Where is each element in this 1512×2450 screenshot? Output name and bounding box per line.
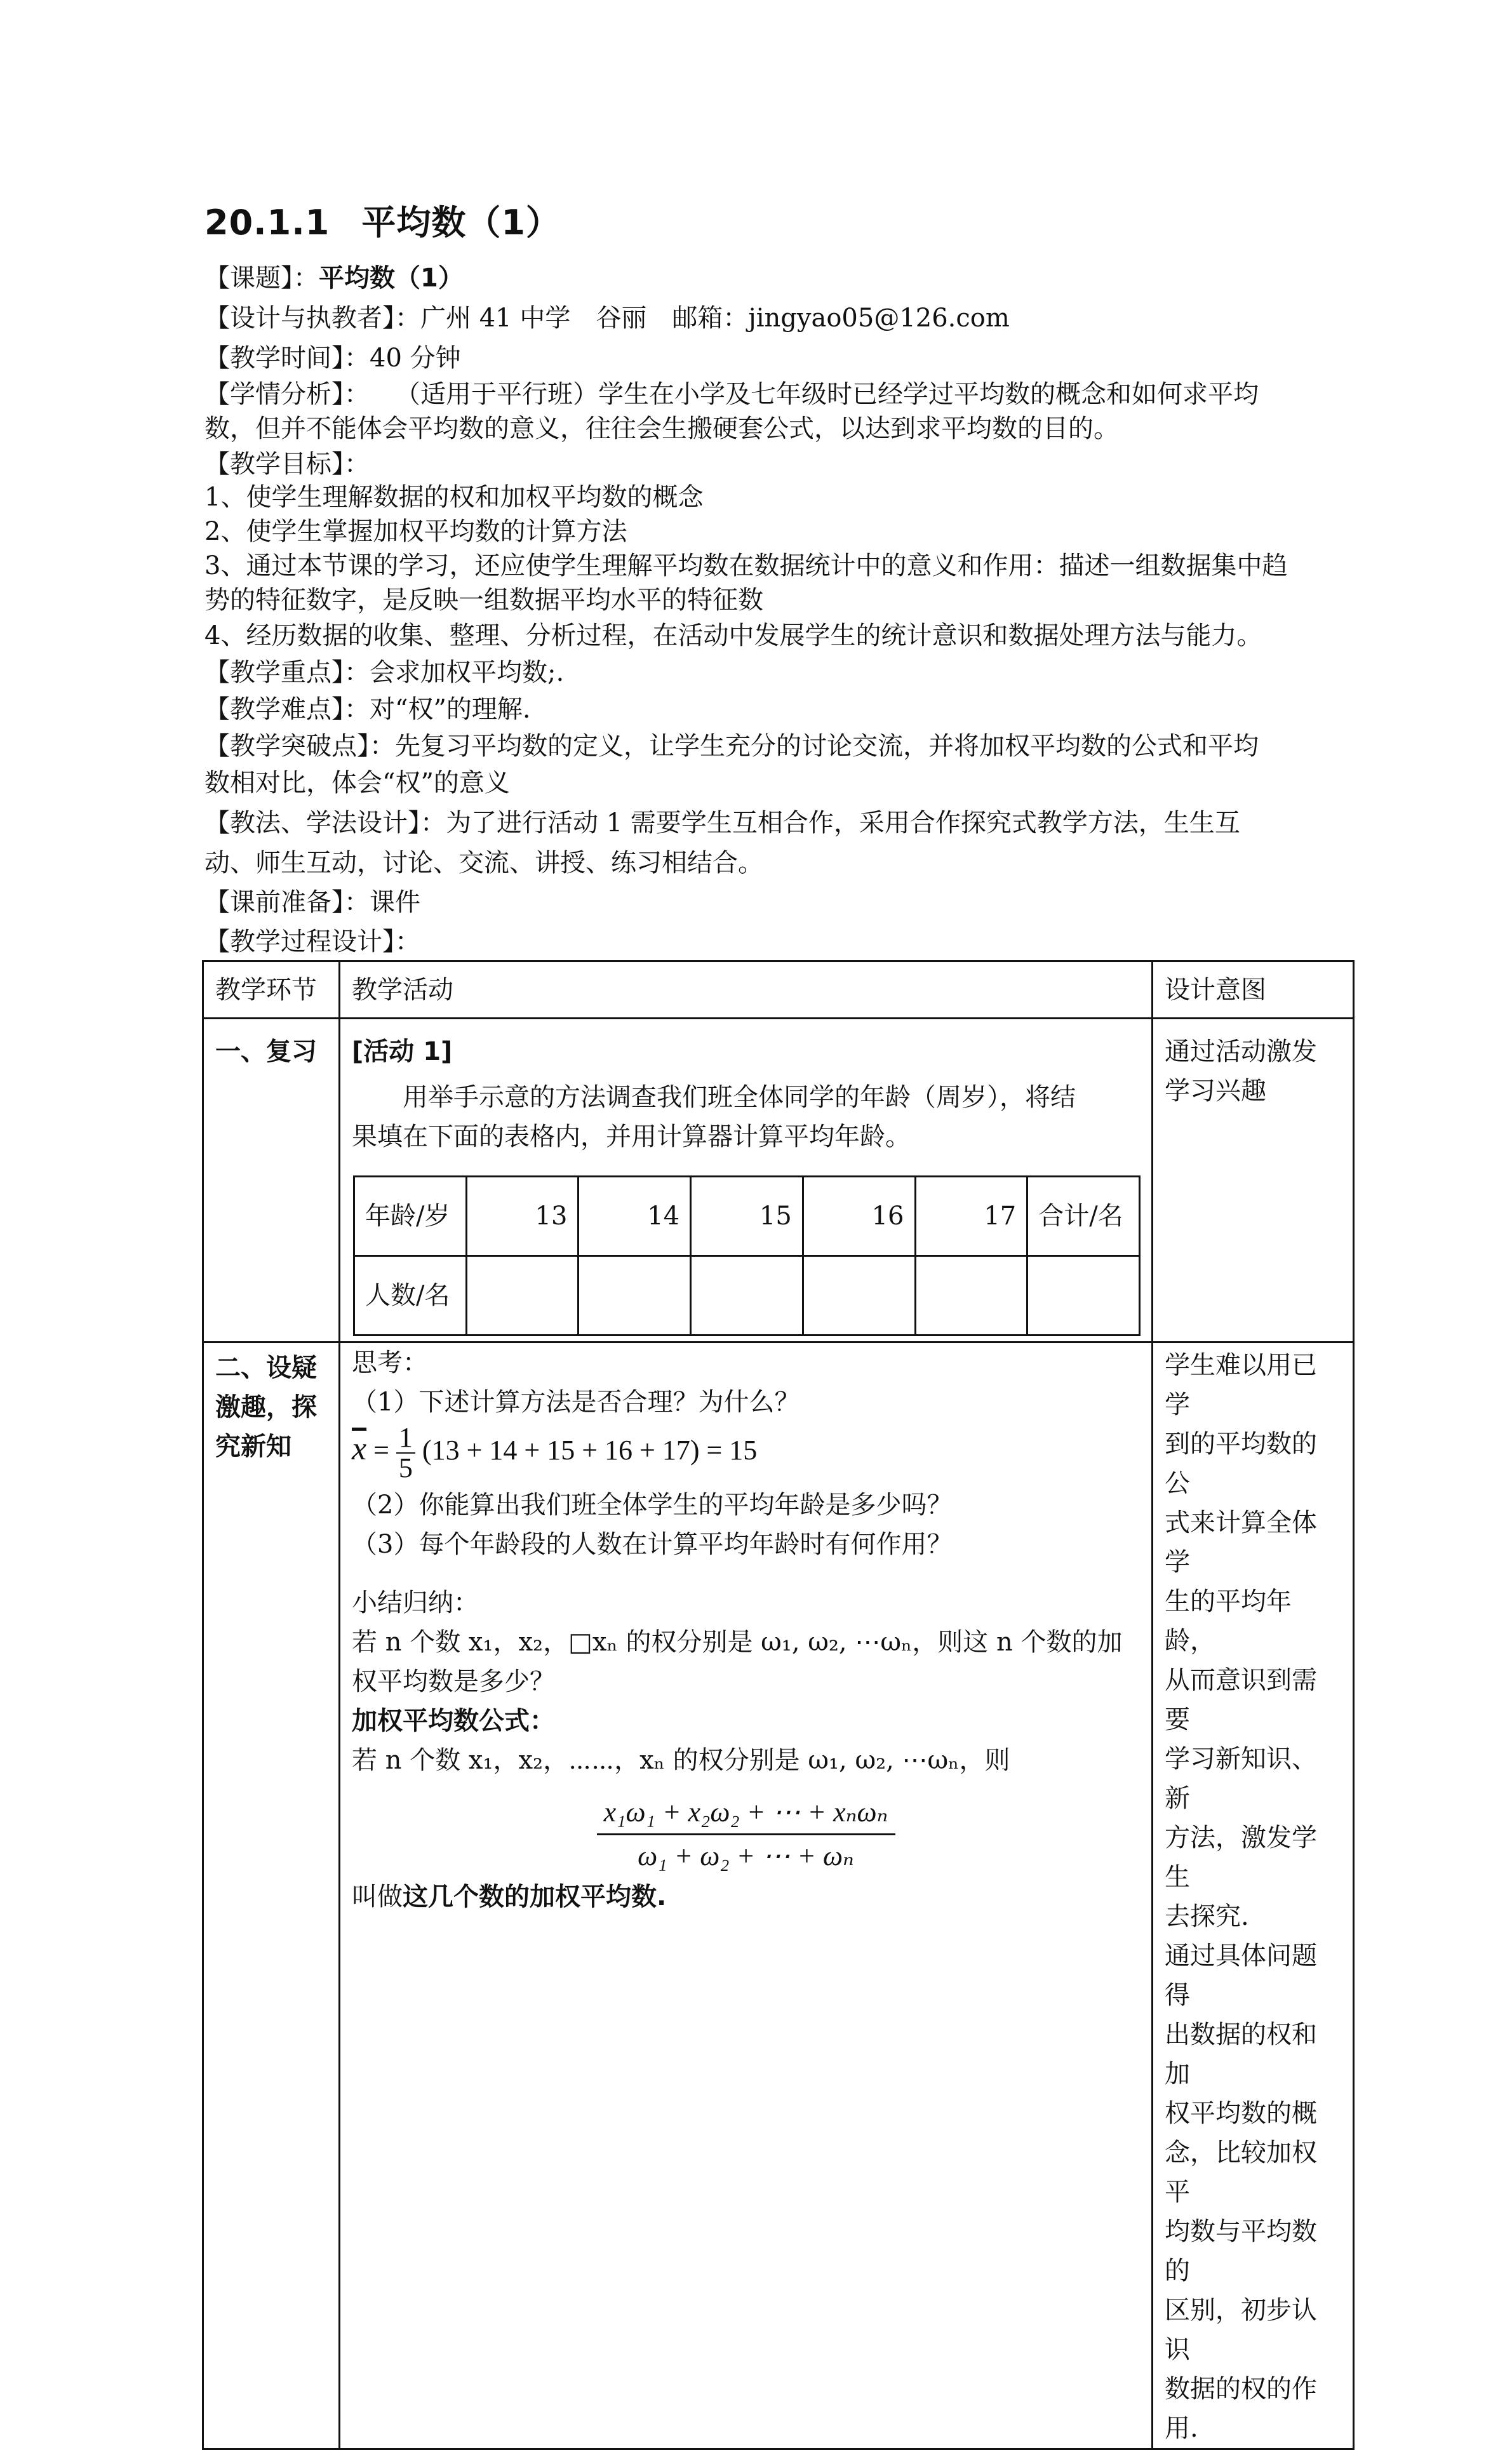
- summary-line-2: 权平均数是多少？: [352, 1667, 555, 1696]
- breakthrough-2: 数相对比，体会“权”的意义: [204, 768, 510, 798]
- difficulty: 【教学难点】：对“权”的理解.: [204, 695, 531, 724]
- age-label: 年龄/岁: [354, 1177, 467, 1256]
- count-cell: [466, 1256, 579, 1335]
- header-activity: 教学活动: [340, 961, 1153, 1019]
- stage-explore: 二、设疑激趣，探究新知: [203, 1342, 340, 2449]
- question-2: （2）你能算出我们班全体学生的平均年龄是多少吗？: [352, 1490, 953, 1520]
- think-label: 思考：: [352, 1348, 428, 1377]
- designer-line: 【设计与执教者】：广州 41 中学 谷丽 邮箱：jingyao05@126.com: [204, 304, 1010, 333]
- sum-expression: (13 + 14 + 15 + 16 + 17) = 15: [422, 1435, 758, 1466]
- activity-explore: [340, 1342, 1153, 2449]
- goal-4: 4、经历数据的收集、整理、分析过程，在活动中发展学生的统计意识和数据处理方法与能力。: [204, 621, 1262, 650]
- activity-text-2: 果填在下面的表格内，并用计算器计算平均年龄。: [352, 1122, 911, 1151]
- question-1: （1）下述计算方法是否合理？为什么？: [352, 1388, 800, 1417]
- summary-label: 小结归纳：: [352, 1588, 479, 1617]
- age-14: 14: [579, 1177, 691, 1256]
- topic-label: 【课题】：: [204, 264, 319, 293]
- topic-value: 平均数（1）: [319, 264, 464, 293]
- weighted-numerator: x₁ω₁ + x₂ω₂ + ⋯ + xₙωₙ: [597, 1791, 895, 1835]
- count-cell: [1027, 1256, 1140, 1335]
- weighted-mean-formula: [597, 1791, 895, 1877]
- count-cell: [691, 1256, 803, 1335]
- age-15: 15: [691, 1177, 803, 1256]
- table-row-explore: [203, 1342, 1354, 2449]
- goal-2: 2、使学生掌握加权平均数的计算方法: [204, 517, 627, 546]
- x-bar: $\overline{x}$: [352, 1431, 367, 1468]
- goal-3b: 势的特征数字，是反映一组数据平均水平的特征数: [204, 586, 763, 615]
- count-label: 人数/名: [354, 1256, 467, 1335]
- table-row-review: [203, 1019, 1354, 1342]
- method-1: 【教法、学法设计】：为了进行活动 1 需要学生互相合作，采用合作探究式教学方法，生生互: [204, 808, 1240, 838]
- stage-review: 一、复习: [203, 1019, 340, 1342]
- page-title: [204, 196, 561, 244]
- table-header-row: [203, 961, 1354, 1019]
- age-13: 13: [466, 1177, 579, 1256]
- definition-line: 若 n 个数 x₁，x₂，⋯⋯，xₙ 的权分别是 ω₁, ω₂, ⋯ωₙ，则: [352, 1746, 1010, 1775]
- age-17: 17: [915, 1177, 1027, 1256]
- analysis-line-2: 数，但并不能体会平均数的意义，往往会生搬硬套公式，以达到求平均数的目的。: [204, 414, 1119, 443]
- time-line: 【教学时间】：40 分钟: [204, 344, 461, 373]
- title-text: 平均数（1）: [361, 203, 561, 243]
- intent-review: 通过活动激发学习兴趣: [1153, 1019, 1354, 1342]
- method-2: 动、师生互动，讨论、交流、讲授、练习相结合。: [204, 848, 763, 878]
- process-label: 【教学过程设计】：: [204, 927, 420, 956]
- goal-1: 1、使学生理解数据的权和加权平均数的概念: [204, 483, 704, 512]
- goals-label: 【教学目标】：: [204, 450, 370, 479]
- activity-review: [340, 1019, 1153, 1342]
- activity-title: [活动 1]: [352, 1037, 453, 1066]
- age-survey-table: [353, 1175, 1141, 1336]
- count-cell: [579, 1256, 691, 1335]
- topic-line: [204, 258, 464, 298]
- summary-line-1: 若 n 个数 x₁，x₂，□xₙ 的权分别是 ω₁, ω₂, ⋯ωₙ，则这 n 个数的加: [352, 1628, 1123, 1657]
- lesson-table: [202, 960, 1355, 2450]
- activity-text-1: 用举手示意的方法调查我们班全体同学的年龄（周岁），将结: [352, 1083, 1076, 1112]
- prep: 【课前准备】：课件: [204, 888, 420, 917]
- count-row: [354, 1256, 1140, 1335]
- formula-title: 加权平均数公式：: [352, 1706, 555, 1736]
- count-cell: [803, 1256, 915, 1335]
- key-point: 【教学重点】：会求加权平均数;.: [204, 658, 565, 687]
- intent-explore: 学生难以用已学 到的平均数的公 式来计算全体学 生的平均年龄， 从而意识到需要 学习新知识、新 方法，激发学生 去探究. 通过具体问题得 出数据的权和加 权平均数的概 念，比较加权平 均数与平均数的 区别，初步认识 数据的权的作 用.: [1153, 1342, 1354, 2449]
- eq-sign: =: [373, 1435, 389, 1466]
- question-3: （3）每个年龄段的人数在计算平均年龄时有何作用？: [352, 1530, 953, 1559]
- weighted-denominator: ω₁ + ω₂ + ⋯ + ωₙ: [638, 1840, 854, 1871]
- one-fifth: $\frac{1}{5}$: [396, 1423, 415, 1483]
- age-row: [354, 1177, 1140, 1256]
- called-line: 叫做这几个数的加权平均数.: [352, 1882, 667, 1911]
- goal-3a: 3、通过本节课的学习，还应使学生理解平均数在数据统计中的意义和作用：描述一组数据集中趋: [204, 551, 1288, 580]
- header-intent: 设计意图: [1153, 961, 1354, 1019]
- header-stage: 教学环节: [203, 961, 340, 1019]
- total-label: 合计/名: [1027, 1177, 1140, 1256]
- age-16: 16: [803, 1177, 915, 1256]
- count-cell: [915, 1256, 1027, 1335]
- simple-mean-formula: [352, 1423, 1140, 1483]
- analysis-line-1: 【学情分析】： （适用于平行班）学生在小学及七年级时已经学过平均数的概念和如何求平均: [204, 380, 1259, 409]
- section-number: 20.1.1: [204, 203, 330, 243]
- breakthrough-1: 【教学突破点】：先复习平均数的定义，让学生充分的讨论交流，并将加权平均数的公式和平均: [204, 732, 1259, 761]
